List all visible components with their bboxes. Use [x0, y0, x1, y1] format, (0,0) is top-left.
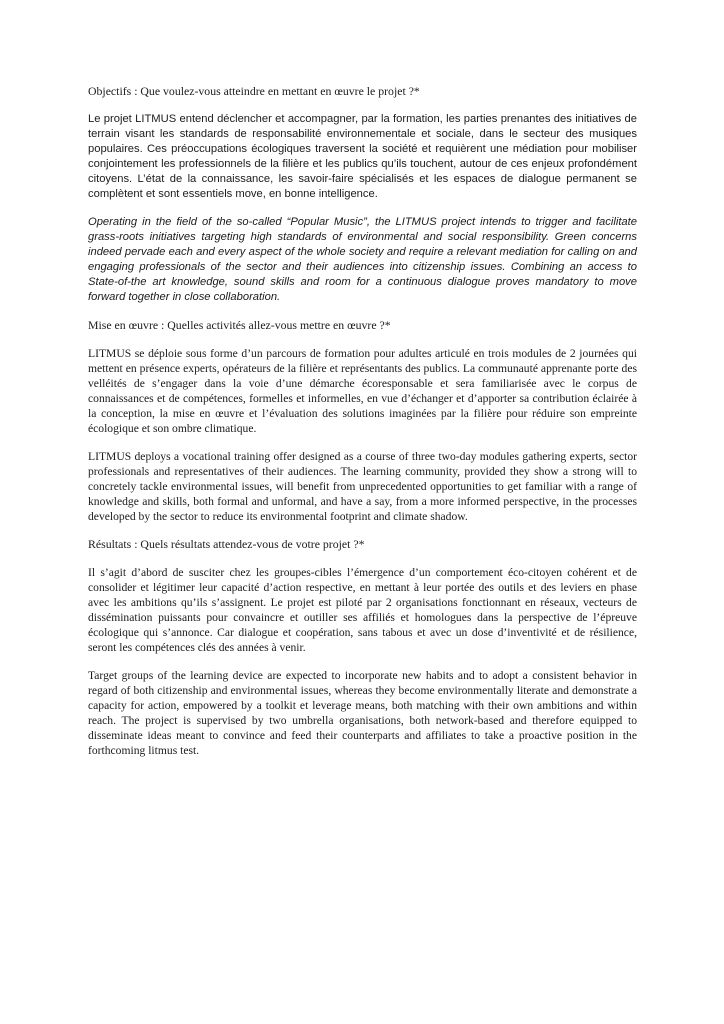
section-mise-en-oeuvre-paragraph-french: LITMUS se déploie sous forme d’un parcours de formation pour adultes articulé en trois modules de 2 journées qui mettent en présence experts, opérateurs de la filière et représentants des publics. La communauté apprenante porte des velléités de s’engager dans la voie d’une démarche écoresponsable et sera familiarisée avec le corpus de connaissances et de compétences, formelles et informelles, en vue d’échanger et d’apporter sa contribution éclairée à la conception, la mise en œuvre et l’évaluation des solutions imaginées par la filière pour réduire son empreinte écologique et son ombre climatique.	[88, 347, 637, 435]
section-resultats-heading: Résultats : Quels résultats attendez-vous de votre projet ?*	[88, 537, 365, 551]
section-objectifs-paragraph-english: Operating in the field of the so-called “Popular Music”, the LITMUS project intends to trigger and facilitate grass-roots initiatives targeting high standards of environmental and social responsibility. Green concerns indeed pervade each and every aspect of the whole society and require a relevant mediation for calling on and engaging professionals of the sector and their audiences into citizenship issues. Combining an access to State-of-the art knowledge, sound skills and room for a continuous dialogue proves mandatory to move forward together in close collaboration.	[88, 216, 637, 303]
document-content	[88, 84, 637, 771]
section-resultats-paragraph-english: Target groups of the learning device are expected to incorporate new habits and to adopt a consistent behavior in regard of both citizenship and environmental issues, whereas they become environmentally literate and demonstrate a capacity for action, empowered by a toolkit et leverage means, both matching with their own ambitions and within reach. The project is supervised by two umbrella organisations, both network-based and therefore equipped to disseminate ideas meant to convince and feed their counterparts and affiliates to take a proactive position in the forthcoming litmus test.	[88, 669, 637, 757]
section-mise-en-oeuvre-heading: Mise en œuvre : Quelles activités allez-vous mettre en œuvre ?*	[88, 318, 391, 332]
section-objectifs-paragraph-french: Le projet LITMUS entend déclencher et accompagner, par la formation, les parties prenantes des initiatives de terrain visant les standards de responsabilité environnementale et sociale, dans le secteur des musiques populaires. Ces préoccupations écologiques traversent la société et requièrent une médiation pour mobiliser conjointement les professionnels de la filière et les publics qu’ils touchent, autour de ces enjeux profondément citoyens. L’état de la connaissance, les savoir-faire spécialisés et les espaces de dialogue permanent se complètent et sont essentiels move, en bonne intelligence.	[88, 113, 637, 200]
section-objectifs-heading: Objectifs : Que voulez-vous atteindre en mettant en œuvre le projet ?*	[88, 84, 420, 98]
section-resultats-paragraph-french: Il s’agit d’abord de susciter chez les groupes-cibles l’émergence d’un comportement éco-citoyen cohérent et de consolider et légitimer leur capacité d’action respective, en mettant à leur portée des outils et des leviers en phase avec les ambitions qu’ils s’assignent. Le projet est piloté par 2 organisations fonctionnant en réseaux, vecteurs de dissémination puissants pour convaincre et outiller ses affiliés et homologues dans la perspective de l’épreuve écologique qui s’annonce. Car dialogue et coopération, sans tabous et avec un dose d’inventivité et de résilience, seront les compétences clés des années à venir.	[88, 566, 637, 654]
section-mise-en-oeuvre-paragraph-english: LITMUS deploys a vocational training offer designed as a course of three two-day modules gathering experts, sector professionals and representatives of their audiences. The learning community, provided they show a strong will to concretely tackle environmental issues, will benefit from unprecedented opportunities to get familiar with a range of knowledge and skills, both formal and unformal, and have a say, from a more informed perspective, in the processes developed by the sector to reduce its environmental footprint and climate shadow.	[88, 450, 637, 523]
